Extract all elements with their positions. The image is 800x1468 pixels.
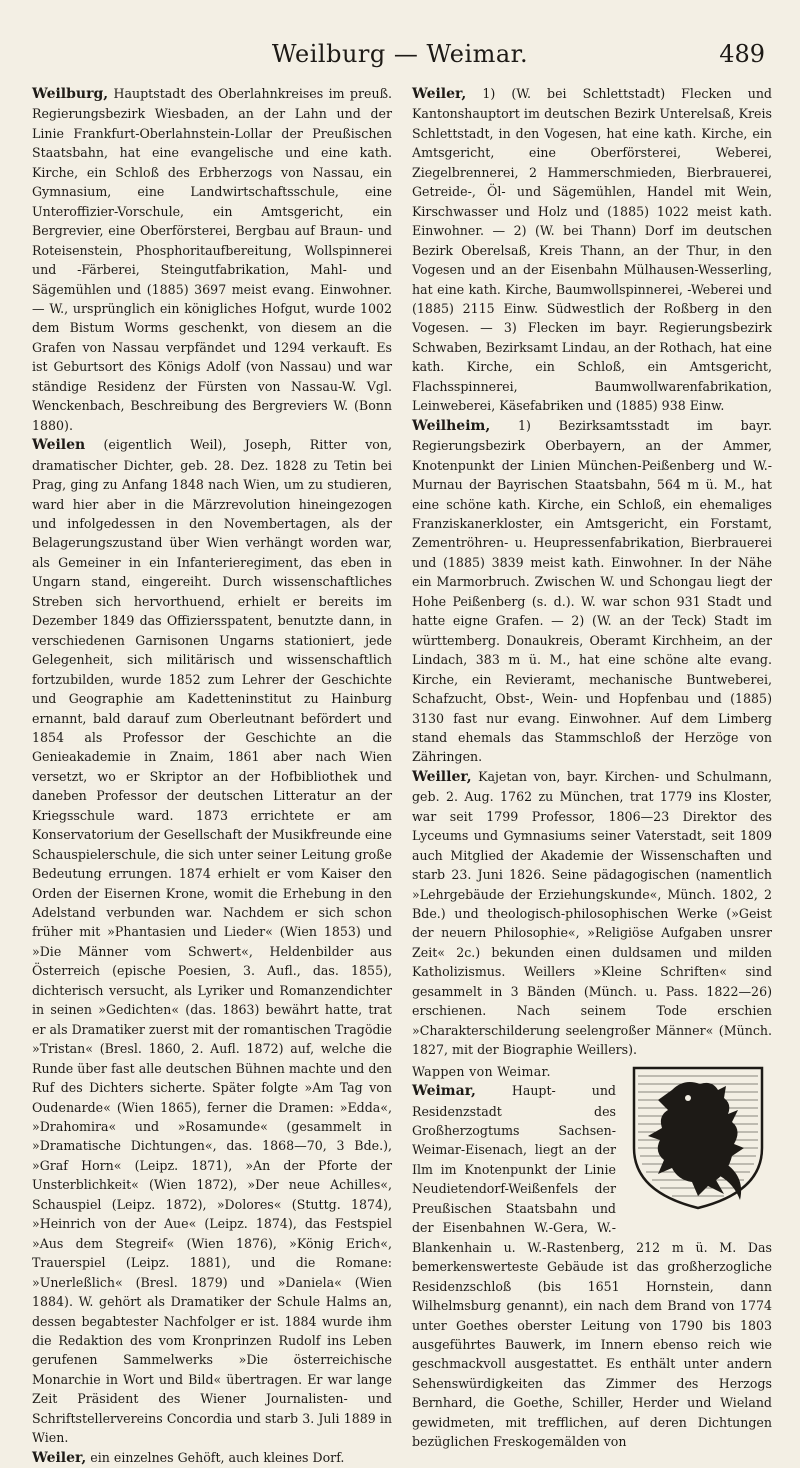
lion-shield-icon	[628, 1064, 768, 1212]
page-number: 489	[719, 40, 765, 68]
entry-text: ein einzelnes Gehöft, auch kleines Dorf.	[86, 1449, 345, 1465]
entry-weilheim	[412, 416, 772, 767]
entry-lemma: Weilburg,	[32, 86, 109, 102]
left-column	[32, 84, 392, 1466]
entry-lemma: Weiller,	[412, 768, 472, 785]
entry-weilen	[32, 435, 392, 1448]
entry-lemma: Weilheim,	[412, 417, 491, 434]
entry-text: 1) (W. bei Schlettstadt) Flecken und Kantonshauptort im deutschen Bezirk Unterelsaß, Kreis Schlettstadt, in den Vogesen, hat eine kath. Kirche, ein Amtsgericht, eine Oberförsterei, Weberei, Ziegelbrennerei, 2 Hammerschmieden, Bierbrauerei, Getreide-, Öl- und Sägemühlen, Handel mit Wein, Kirschwasser und Holz und (1885) 1022 meist kath. Einwohner. — 2) (W. bei Thann) Dorf im deutschen Bezirk Oberelsaß, Kreis Thann, an der Thur, in den Vogesen und an der Eisenbahn Mülhausen-Wesserling, hat eine kath. Kirche, Baumwollspinnerei, -Weberei und (1885) 2115 Einw. Südwestlich der Roßberg in den Vogesen. — 3) Flecken im bayr. Regierungsbezirk Schwaben, Bezirksamt Lindau, an der Rothach, hat eine kath. Kirche, ein Schloß, ein Amtsgericht, Flachsspinnerei, Baumwollwarenfabrikation, Leinweberei, Käsefabriken und (1885) 938 Einw.	[412, 86, 772, 414]
entry-text: 1) Bezirksamtsstadt im bayr. Regierungsbezirk Oberbayern, an der Ammer, Knotenpunkt der Linien München-Peißenberg und W.-Murnau der Bayrischen Staatsbahn, 564 m ü. M., hat eine schöne kath. Kirche, ein Schloß, ein ehemaliges Franziskanerkloster, ein Amtsgericht, ein Forstamt, Zementröhren- u. Heupressenfabrikation, Bierbrauerei und (1885) 3839 meist kath. Einwohner. In der Nähe ein Marmorbruch. Zwischen W. und Schongau liegt der Hohe Peißenberg (s. d.). W. war schon 931 Stadt und hatte eigne Grafen. — 2) (W. an der Teck) Stadt im württemberg. Donaukreis, Oberamt Kirchheim, an der Lindach, 383 m ü. M., hat eine schöne alte evang. Kirche, ein Revieramt, mechanische Buntweberei, Schafzucht, Obst-, Wein- und Hopfenbau und (1885) 3130 fast nur evang. Einwohner. Auf dem Limberg stand ehemals das Stammschloß der Herzöge von Zähringen.	[412, 417, 772, 765]
entry-text: Haupt- und Residenzstadt des Großherzogtums Sachsen-Weimar-Eisenach, liegt an der Ilm im Knotenpunkt der Linie Neudietendorf-Weißenfels der Preußischen Staatsbahn und der Eisenbahnen W.-Gera, W.-Blankenhain u. W.-Rastenberg, 212 m ü. M. Das bemerkenswerteste Gebäude ist das großherzogliche Residenzschloß (bis 1651 Hornstein, dann Wilhelmsburg genannt), ein nach dem Brand von 1774 unter Goethes oberster Leitung von 1790 bis 1803 ausgeführtes Bauwerk, im Innern ebenso reich wie geschmackvoll ausgestattet. Es enthält unter andern Sehenswürdigkeiten das Zimmer des Herzogs Bernhard, die Goethe, Schiller, Herder und Wieland gewidmeten, mit trefflichen, auf deren Dichtungen bezüglichen Freskogemälden von	[412, 1083, 772, 1450]
entry-lemma: Weilen	[32, 437, 86, 454]
running-title: Weilburg — Weimar.	[271, 40, 529, 68]
entry-weiler-places	[412, 84, 772, 416]
entry-lemma: Weiler,	[412, 86, 467, 102]
entry-weilburg	[32, 84, 392, 435]
page-header	[0, 38, 800, 78]
entry-text: Kajetan von, bayr. Kirchen- und Schulmann, geb. 2. Aug. 1762 zu München, trat 1779 ins Kloster, war seit 1799 Professor, 1806—23 Direktor des Lyceums und Gymnasiums seiner Vaterstadt, seit 1809 auch Mitglied der Akademie der Wissenschaften und starb 23. Juni 1826. Seine pädagogischen (namentlich »Lehrgebäude der Erziehungskunde«, Münch. 1802, 2 Bde.) und theologisch-philosophischen Werke (»Geist der neuern Philosophie«, »Religiöse Aufgaben unsrer Zeit« 2c.) bekunden einen duldsamen und milden Katholizismus. Weillers »Kleine Schriften« sind gesammelt in 3 Bänden (Münch. u. Pass. 1822—26) erschienen. Nach seinem Tode erschien »Charakterschilderung seelengroßer Männer« (Münch. 1827, mit der Biographie Weillers).	[412, 768, 772, 1058]
coat-of-arms-figure	[624, 1064, 772, 1232]
entry-weiller	[412, 767, 772, 1060]
right-column	[412, 84, 772, 1450]
entry-text: Hauptstadt des Oberlahnkreises im preuß. Regierungsbezirk Wiesbaden, an der Lahn und der Linie Frankfurt-Oberlahnstein-Lollar der Preußischen Staatsbahn, hat eine evangelische und eine kath. Kirche, ein Schloß des Erbherzogs von Nassau, ein Gymnasium, eine Landwirtschaftsschule, eine Unteroffizier-Vorschule, ein Amtsgericht, ein Bergrevier, eine Oberförsterei, Bergbau auf Braun- und Roteisenstein, Phosphoritaufbereitung, Wollspinnerei und -Färberei, Steingutfabrikation, Mahl- und Sägemühlen und (1885) 3697 meist evang. Einwohner. — W., ursprünglich ein königliches Hofgut, wurde 1002 dem Bistum Worms geschenkt, von diesem an die Grafen von Nassau verpfändet und 1294 verkauft. Es ist Geburtsort des Königs Adolf (von Nassau) und war ständige Residenz der Fürsten von Nassau-W. Vgl. Wenckenbach, Beschreibung des Bergreviers W. (Bonn 1880).	[32, 86, 392, 433]
entry-lemma: Weimar,	[412, 1083, 476, 1100]
entry-text: (eigentlich Weil), Joseph, Ritter von, dramatischer Dichter, geb. 28. Dez. 1828 zu Tetin bei Prag, ging zu Anfang 1848 nach Wien, um zu studieren, ward hier aber in die Märzrevolution hineingezogen und infolgedessen in den Novembertagen, als der Belagerungszustand über Wien verhängt worden war, als Gemeiner in ein Infanterieregiment, das eben in Ungarn stand, eingereiht. Durch wissenschaftliches Streben sich hervorthuend, erhielt er bereits im Dezember 1849 das Offiziersspatent, benutzte dann, in verschiedenen Garnisonen Ungarns stationiert, jede Gelegenheit, sich militärisch und wissenschaftlich fortzubilden, wurde 1852 zum Lehrer der Geschichte und Geographie am Kadetteninstitut zu Hainburg ernannt, bald darauf zum Oberleutnant befördert und 1854 als Professor der Geschichte an die Genieakademie in Znaim, 1861 aber nach Wien versetzt, wo er Skriptor an der Hofbibliothek und daneben Professor der deutschen Litteratur an der Kriegsschule ward. 1873 errichtete er am Konservatorium der Gesellschaft der Musikfreunde eine Schauspielerschule, die sich unter seiner Leitung große Bedeutung errungen. 1874 erhielt er vom Kaiser den Orden der Eisernen Krone, womit die Erhebung in den Adelstand verbunden war. Nachdem er sich schon früher mit »Phantasien und Lieder« (Wien 1853) und »Die Männer vom Schwert«, Heldenbilder aus Österreich (epische Poesien, 3. Aufl., das. 1855), dichterisch versucht, als Lyriker und Romanzendichter in seinen »Gedichten« (das. 1863) bewährt hatte, trat er als Dramatiker zuerst mit der romantischen Tragödie »Tristan« (Bresl. 1860, 2. Aufl. 1872) auf, welche die Runde über fast alle deutschen Bühnen machte und den Ruf des Dichters sicherte. Später folgte »Am Tag von Oudenarde« (Wien 1865), ferner die Dramen: »Edda«, »Drahomira« und »Rosamunde« (gesammelt in »Dramatische Dichtungen«, das. 1868—70, 3 Bde.), »Graf Horn« (Leipz. 1871), »An der Pforte der Unsterblichkeit« (Wien 1872), »Der neue Achilles«, Schauspiel (Leipz. 1872), »Dolores« (Stuttg. 1874), »Heinrich von der Aue« (Leipz. 1874), das Festspiel »Aus dem Stegreif« (Wien 1876), »König Erich«, Trauerspiel (Leipz. 1881), und die Romane: »Unerleßlich« (Bresl. 1879) und »Daniela« (Wien 1884). W. gehört als Dramatiker der Schule Halms an, dessen begabtester Nachfolger er ist. 1884 wurde ihm die Redaktion des vom Kronprinzen Rudolf ins Leben gerufenen Sammelwerks »Die österreichische Monarchie in Wort und Bild« übertragen. Er war lange Zeit Präsident des Wiener Journalisten- und Schriftstellervereins Concordia und starb 3. Juli 1889 in Wien.	[32, 437, 392, 1446]
entry-lemma: Weiler,	[32, 1449, 87, 1466]
figure-caption: Wappen von Weimar.	[412, 1063, 551, 1079]
entry-weiler-hamlet	[32, 1448, 392, 1468]
